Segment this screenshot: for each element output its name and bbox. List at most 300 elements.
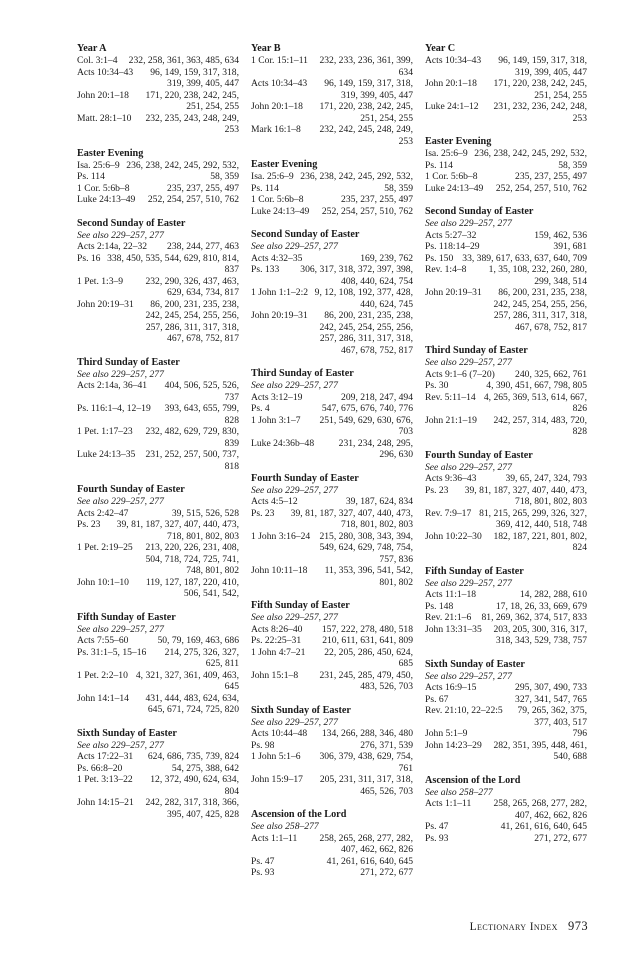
- hymn-numbers: 58, 359: [210, 171, 239, 182]
- see-also-note: See also 229–257, 277: [425, 357, 512, 368]
- hymn-numbers: 271, 272, 677: [534, 832, 587, 844]
- scripture-entry: [251, 438, 413, 461]
- scripture-entry: [77, 774, 239, 797]
- lectionary-section: [425, 135, 587, 194]
- hymn-numbers: 39, 81, 187, 327, 407, 440, 473, 718, 801, 802, 803: [464, 484, 587, 507]
- hymn-numbers: 86, 200, 231, 235, 238, 242, 245, 254, 255, 256, 257, 286, 311, 317, 318, 467, 678, 752, 817: [145, 298, 239, 344]
- column-year-b: [251, 42, 413, 890]
- scripture-reference: 1 John 1:1–2:2: [251, 287, 309, 298]
- lectionary-page: [77, 42, 597, 922]
- scripture-entry: [425, 101, 587, 124]
- hymn-numbers: 41, 261, 616, 640, 645: [326, 855, 413, 867]
- scripture-entry: [251, 55, 413, 78]
- lectionary-section: [251, 599, 413, 693]
- scripture-reference: Rev. 7:9–17: [425, 507, 472, 519]
- scripture-reference: Ps. 23: [77, 519, 101, 530]
- see-also-note: See also 229–257, 277: [77, 496, 164, 507]
- lectionary-section: [425, 774, 587, 845]
- scripture-reference: Ps. 22:25–31: [251, 635, 302, 646]
- lectionary-section: [77, 356, 239, 473]
- hymn-numbers: 258, 265, 268, 277, 282, 407, 462, 662, 826: [319, 832, 413, 855]
- scripture-entry: [251, 728, 413, 740]
- hymn-numbers: 4, 321, 327, 361, 409, 463, 645: [135, 669, 239, 692]
- hymn-numbers: 242, 282, 317, 318, 366, 395, 407, 425, 828: [145, 797, 239, 820]
- scripture-reference: Acts 9:1–6 (7–20): [425, 368, 495, 380]
- hymn-numbers: 547, 675, 676, 740, 776: [321, 403, 413, 414]
- scripture-reference: Ps. 150: [425, 252, 454, 264]
- scripture-entry: [425, 380, 587, 392]
- scripture-entry: [425, 682, 587, 694]
- scripture-reference: Rev. 21:1–6: [425, 612, 472, 623]
- hymn-numbers: 210, 611, 631, 641, 809: [322, 635, 413, 646]
- scripture-reference: Acts 1:1–11: [425, 798, 472, 809]
- scripture-reference: Acts 2:14a, 22–32: [77, 241, 148, 252]
- scripture-entry: [77, 403, 239, 426]
- scripture-entry: [251, 531, 413, 566]
- running-footer-title: Lectionary Index: [469, 921, 558, 933]
- hymn-numbers: 12, 372, 490, 624, 634, 804: [150, 774, 239, 797]
- scripture-reference: Isa. 25:6–9: [425, 148, 468, 159]
- hymn-numbers: 235, 237, 255, 497: [515, 171, 587, 182]
- hymn-numbers: 213, 220, 226, 231, 408, 504, 718, 724, 725, 741, 748, 801, 802: [145, 542, 239, 576]
- hymn-numbers: 236, 238, 242, 245, 292, 532,: [474, 148, 587, 159]
- scripture-entry: [425, 728, 587, 740]
- scripture-entry: [425, 740, 587, 763]
- hymn-numbers: 4, 265, 369, 513, 614, 667, 826: [483, 391, 587, 414]
- hymn-numbers: 276, 371, 539: [360, 739, 413, 751]
- hymn-numbers: 232, 242, 245, 248, 249, 253: [319, 124, 413, 147]
- lectionary-section: [251, 704, 413, 798]
- hymn-numbers: 209, 218, 247, 494: [341, 391, 413, 403]
- hymn-numbers: 624, 686, 735, 739, 824: [147, 751, 239, 762]
- hymn-numbers: 159, 462, 536: [534, 229, 587, 241]
- section-heading: Second Sunday of Easter: [77, 217, 186, 229]
- scripture-entry: [77, 508, 239, 520]
- scripture-reference: Acts 4:32–35: [251, 252, 303, 264]
- hymn-numbers: 79, 265, 362, 375, 377, 403, 517: [517, 705, 587, 728]
- see-also-note: See also 258–277: [251, 821, 319, 832]
- hymn-numbers: 96, 149, 159, 317, 318, 319, 399, 405, 447: [498, 55, 587, 78]
- hymn-numbers: 232, 290, 326, 437, 463, 629, 634, 734, 817: [145, 275, 239, 298]
- hymn-numbers: 86, 200, 231, 235, 238, 242, 245, 254, 255, 256, 257, 286, 311, 317, 318, 467, 678, 752, 817: [319, 310, 413, 356]
- scripture-reference: 1 Cor. 5:6b–8: [425, 171, 478, 182]
- scripture-reference: Isa. 25:6–9: [77, 159, 120, 171]
- scripture-reference: Acts 3:12–19: [251, 391, 303, 403]
- scripture-entry: [425, 264, 587, 287]
- column-year-a: [77, 42, 239, 831]
- hymn-numbers: 393, 643, 655, 799, 828: [164, 403, 239, 426]
- lectionary-section: [77, 611, 239, 716]
- scripture-reference: John 20:19–31: [425, 287, 482, 298]
- hymn-numbers: 205, 231, 311, 317, 318, 465, 526, 703: [319, 774, 413, 797]
- scripture-entry: [251, 867, 413, 879]
- scripture-reference: Ps. 114: [77, 171, 105, 182]
- scripture-reference: Acts 2:14a, 36–41: [77, 380, 148, 391]
- section-heading: Sixth Sunday of Easter: [251, 704, 351, 716]
- hymn-numbers: 171, 220, 238, 242, 245, 251, 254, 255: [319, 101, 413, 124]
- scripture-reference: Ps. 4: [251, 403, 270, 414]
- hymn-numbers: 11, 353, 396, 541, 542, 801, 802: [324, 565, 413, 588]
- hymn-numbers: 58, 359: [558, 159, 587, 171]
- lectionary-section: [77, 217, 239, 345]
- scripture-entry: [425, 624, 587, 647]
- lectionary-section: [251, 367, 413, 461]
- scripture-entry: [77, 276, 239, 299]
- scripture-entry: [425, 705, 587, 728]
- scripture-reference: Ps. 116:1–4, 12–19: [77, 403, 151, 414]
- hymn-numbers: 232, 482, 629, 729, 830, 839: [145, 426, 239, 449]
- scripture-entry: [77, 670, 239, 693]
- section-heading: Easter Evening: [425, 136, 492, 147]
- hymn-numbers: 236, 238, 242, 245, 292, 532,: [300, 171, 413, 182]
- scripture-reference: John 20:1–18: [77, 89, 129, 101]
- scripture-entry: [251, 774, 413, 797]
- section-heading: Easter Evening: [251, 159, 318, 170]
- section-heading: Ascension of the Lord: [425, 774, 521, 786]
- scripture-reference: 1 Cor. 5:6b–8: [251, 194, 304, 205]
- scripture-reference: Luke 24:36b–48: [251, 437, 315, 449]
- scripture-reference: Ps. 47: [251, 855, 275, 867]
- section-heading: Second Sunday of Easter: [425, 206, 534, 217]
- hymn-numbers: 9, 12, 108, 192, 377, 428, 440, 624, 745: [314, 287, 413, 310]
- hymn-numbers: 236, 238, 242, 245, 292, 532,: [126, 159, 239, 171]
- hymn-numbers: 258, 265, 268, 277, 282, 407, 462, 662, 826: [493, 798, 587, 821]
- see-also-note: See also 229–257, 277: [251, 716, 338, 728]
- scripture-reference: Ps. 66:8–20: [77, 762, 123, 774]
- hymn-numbers: 232, 233, 236, 361, 399, 634: [319, 55, 413, 78]
- see-also-note: See also 229–257, 277: [425, 461, 512, 473]
- see-also-note: See also 229–257, 277: [251, 484, 338, 496]
- scripture-reference: Luke 24:13–49: [77, 194, 136, 205]
- scripture-entry: [425, 473, 587, 485]
- section-heading: Year B: [251, 43, 281, 54]
- see-also-note: See also 229–257, 277: [77, 229, 164, 241]
- hymn-numbers: 235, 237, 255, 497: [341, 194, 413, 205]
- scripture-entry: [251, 206, 413, 218]
- hymn-numbers: 251, 549, 629, 630, 676, 703: [319, 414, 413, 437]
- scripture-entry: [77, 751, 239, 763]
- scripture-reference: Ps. 67: [425, 693, 449, 705]
- hymn-numbers: 238, 244, 277, 463: [167, 241, 239, 252]
- scripture-entry: [425, 148, 587, 160]
- scripture-entry: [77, 253, 239, 276]
- lectionary-section: [77, 147, 239, 206]
- scripture-entry: [251, 101, 413, 124]
- section-heading: Sixth Sunday of Easter: [425, 658, 525, 670]
- scripture-reference: Acts 8:26–40: [251, 623, 303, 635]
- hymn-numbers: 231, 232, 236, 242, 248, 253: [493, 101, 587, 124]
- scripture-reference: Acts 1:1–11: [251, 832, 298, 844]
- hymn-numbers: 14, 282, 288, 610: [519, 589, 587, 600]
- hymn-numbers: 203, 205, 300, 316, 317, 318, 343, 529, 738, 757: [493, 623, 587, 646]
- hymn-numbers: 50, 79, 169, 463, 686: [157, 635, 239, 646]
- scripture-entry: [77, 160, 239, 172]
- scripture-entry: [425, 369, 587, 381]
- scripture-entry: [425, 833, 587, 845]
- scripture-entry: [77, 183, 239, 195]
- hymn-numbers: 232, 235, 243, 248, 249, 253: [145, 112, 239, 135]
- scripture-entry: [425, 531, 587, 554]
- scripture-entry: [251, 310, 413, 356]
- lectionary-section: [77, 727, 239, 821]
- hymn-numbers: 215, 280, 308, 343, 394, 549, 624, 629, 748, 754, 757, 836: [319, 530, 413, 565]
- lectionary-section: [425, 205, 587, 333]
- scripture-entry: [425, 589, 587, 601]
- hymn-numbers: 33, 389, 617, 633, 637, 640, 709: [462, 252, 587, 264]
- hymn-numbers: 134, 266, 288, 346, 480: [321, 728, 413, 739]
- scripture-reference: Ps. 98: [251, 739, 275, 751]
- scripture-reference: Ps. 133: [251, 264, 280, 275]
- section-heading: Fifth Sunday of Easter: [425, 565, 524, 577]
- scripture-entry: [77, 542, 239, 577]
- see-also-note: See also 258–277: [425, 786, 493, 798]
- hymn-numbers: 157, 222, 278, 480, 518: [321, 623, 413, 635]
- scripture-reference: Ps. 47: [425, 821, 449, 832]
- scripture-reference: Ps. 93: [251, 867, 275, 878]
- scripture-reference: Ps. 23: [425, 484, 449, 496]
- see-also-note: See also 229–257, 277: [77, 623, 164, 635]
- see-also-note: See also 229–257, 277: [77, 739, 164, 751]
- lectionary-section: [425, 344, 587, 438]
- scripture-reference: Ps. 114: [425, 159, 453, 171]
- scripture-entry: [77, 299, 239, 345]
- section-heading: Third Sunday of Easter: [77, 356, 180, 368]
- hymn-numbers: 96, 149, 159, 317, 318, 319, 399, 405, 447: [150, 66, 239, 89]
- scripture-entry: [251, 194, 413, 206]
- scripture-entry: [251, 124, 413, 147]
- scripture-reference: Luke 24:13–49: [251, 205, 310, 217]
- scripture-entry: [77, 693, 239, 716]
- scripture-reference: Acts 9:36–43: [425, 473, 477, 484]
- hymn-numbers: 231, 245, 285, 479, 450, 483, 526, 703: [319, 669, 413, 692]
- scripture-entry: [251, 635, 413, 647]
- scripture-entry: [425, 612, 587, 624]
- hymn-numbers: 796: [572, 728, 587, 739]
- lectionary-section: [77, 483, 239, 600]
- scripture-entry: [251, 264, 413, 287]
- scripture-reference: John 13:31–35: [425, 623, 482, 635]
- scripture-entry: [251, 670, 413, 693]
- see-also-note: See also 229–257, 277: [425, 670, 512, 682]
- scripture-reference: 1 Cor. 15:1–11: [251, 55, 308, 66]
- scripture-reference: John 20:1–18: [425, 78, 477, 89]
- see-also-note: See also 229–257, 277: [251, 241, 338, 252]
- scripture-entry: [425, 508, 587, 531]
- hymn-numbers: 58, 359: [384, 182, 413, 194]
- scripture-entry: [251, 565, 413, 588]
- scripture-reference: John 10:1–10: [77, 576, 129, 588]
- scripture-entry: [425, 821, 587, 833]
- hymn-numbers: 54, 275, 388, 642: [171, 762, 239, 774]
- scripture-entry: [77, 577, 239, 600]
- scripture-entry: [251, 647, 413, 670]
- scripture-entry: [251, 508, 413, 531]
- hymn-numbers: 4, 390, 451, 667, 798, 805: [486, 380, 587, 391]
- lectionary-section: [251, 808, 413, 879]
- hymn-numbers: 182, 187, 221, 801, 802, 824: [493, 530, 587, 553]
- see-also-note: See also 229–257, 277: [425, 577, 512, 589]
- scripture-reference: Acts 17:22–31: [77, 751, 134, 762]
- scripture-reference: Luke 24:1–12: [425, 101, 479, 112]
- scripture-reference: John 5:1–9: [425, 728, 468, 739]
- scripture-reference: Acts 5:27–32: [425, 229, 477, 241]
- hymn-numbers: 338, 450, 535, 544, 629, 810, 814, 837: [107, 252, 239, 275]
- lectionary-section: [425, 42, 587, 124]
- hymn-numbers: 41, 261, 616, 640, 645: [500, 821, 587, 832]
- section-heading: Easter Evening: [77, 147, 144, 159]
- section-heading: Fifth Sunday of Easter: [77, 611, 176, 623]
- hymn-numbers: 81, 269, 362, 374, 517, 833: [481, 612, 587, 623]
- scripture-entry: [77, 519, 239, 542]
- lectionary-section: [77, 42, 239, 136]
- scripture-reference: 1 Cor. 5:6b–8: [77, 182, 130, 194]
- see-also-note: See also 229–257, 277: [251, 380, 338, 391]
- scripture-reference: Rev. 21:10, 22–22:5: [425, 705, 503, 716]
- scripture-entry: [425, 230, 587, 242]
- scripture-entry: [77, 426, 239, 449]
- hymn-numbers: 171, 220, 238, 242, 245, 251, 254, 255: [145, 89, 239, 112]
- hymn-numbers: 1, 35, 108, 232, 260, 280, 299, 348, 514: [488, 264, 587, 287]
- scripture-entry: [251, 751, 413, 774]
- scripture-entry: [425, 55, 587, 78]
- scripture-entry: [77, 67, 239, 90]
- scripture-reference: 1 Pet. 2:2–10: [77, 669, 128, 681]
- scripture-reference: Acts 10:34–43: [425, 55, 482, 66]
- scripture-reference: Acts 16:9–15: [425, 682, 477, 693]
- hymn-numbers: 39, 65, 247, 324, 793: [505, 473, 587, 484]
- section-heading: Fourth Sunday of Easter: [425, 449, 533, 461]
- scripture-entry: [425, 183, 587, 195]
- scripture-reference: Acts 11:1–18: [425, 589, 477, 600]
- scripture-reference: John 10:11–18: [251, 565, 308, 576]
- see-also-note: See also 229–257, 277: [77, 368, 164, 380]
- section-heading: Third Sunday of Easter: [425, 345, 528, 356]
- lectionary-section: [251, 472, 413, 589]
- scripture-reference: 1 Pet. 2:19–25: [77, 542, 133, 553]
- scripture-reference: John 10:22–30: [425, 530, 482, 542]
- section-heading: Year A: [77, 43, 107, 54]
- scripture-reference: Isa. 25:6–9: [251, 171, 294, 182]
- scripture-reference: John 14:1–14: [77, 692, 129, 704]
- scripture-entry: [425, 392, 587, 415]
- hymn-numbers: 39, 515, 526, 528: [171, 507, 239, 519]
- lectionary-section: [425, 565, 587, 647]
- scripture-reference: John 20:19–31: [77, 298, 134, 310]
- hymn-numbers: 39, 81, 187, 327, 407, 440, 473, 718, 801, 802, 803: [116, 519, 239, 542]
- section-heading: Year C: [425, 43, 456, 54]
- scripture-reference: Ps. 30: [425, 380, 449, 391]
- scripture-reference: John 15:1–8: [251, 669, 299, 681]
- scripture-reference: Col. 3:1–4: [77, 55, 118, 66]
- scripture-entry: [77, 113, 239, 136]
- scripture-reference: Rev. 1:4–8: [425, 264, 467, 275]
- scripture-entry: [425, 601, 587, 613]
- scripture-entry: [251, 78, 413, 101]
- scripture-reference: Ps. 118:14–29: [425, 241, 480, 252]
- hymn-numbers: 327, 341, 547, 765: [515, 693, 587, 705]
- scripture-reference: Ps. 31:1–5, 15–16: [77, 646, 147, 658]
- scripture-entry: [77, 90, 239, 113]
- hymn-numbers: 306, 317, 318, 372, 397, 398, 408, 440, 624, 754: [300, 264, 413, 287]
- scripture-reference: 1 Pet. 1:17–23: [77, 426, 133, 437]
- scripture-reference: Acts 10:44–48: [251, 728, 308, 739]
- page-footer: [470, 919, 588, 934]
- page-number: 973: [568, 919, 588, 933]
- scripture-entry: [425, 415, 587, 438]
- scripture-reference: Luke 24:13–35: [77, 449, 136, 460]
- scripture-entry: [425, 485, 587, 508]
- scripture-reference: Acts 10:34–43: [251, 78, 308, 89]
- hymn-numbers: 306, 379, 438, 629, 754, 761: [319, 751, 413, 774]
- scripture-entry: [77, 647, 239, 670]
- scripture-reference: John 14:15–21: [77, 797, 134, 808]
- scripture-reference: John 20:19–31: [251, 310, 308, 321]
- scripture-reference: Mark 16:1–8: [251, 124, 301, 135]
- scripture-reference: John 21:1–19: [425, 414, 477, 426]
- scripture-entry: [251, 496, 413, 508]
- scripture-entry: [77, 797, 239, 820]
- scripture-reference: 1 John 3:16–24: [251, 530, 311, 542]
- scripture-entry: [425, 798, 587, 821]
- column-year-c: [425, 42, 587, 855]
- scripture-entry: [251, 183, 413, 195]
- scripture-reference: John 15:9–17: [251, 774, 303, 785]
- hymn-numbers: 404, 506, 525, 526, 737: [164, 380, 239, 403]
- hymn-numbers: 231, 234, 248, 295, 296, 630: [338, 437, 413, 460]
- hymn-numbers: 252, 254, 257, 510, 762: [495, 182, 587, 194]
- scripture-entry: [251, 253, 413, 265]
- scripture-entry: [251, 624, 413, 636]
- scripture-reference: Ps. 16: [77, 252, 101, 264]
- scripture-reference: 1 John 4:7–21: [251, 646, 306, 658]
- scripture-reference: Luke 24:13–49: [425, 182, 484, 194]
- hymn-numbers: 252, 254, 257, 510, 762: [147, 194, 239, 205]
- scripture-reference: 1 John 5:1–6: [251, 751, 301, 762]
- lectionary-section: [251, 228, 413, 356]
- hymn-numbers: 169, 239, 762: [360, 252, 413, 264]
- scripture-reference: Ps. 93: [425, 832, 449, 844]
- section-heading: Ascension of the Lord: [251, 809, 347, 820]
- section-heading: Sixth Sunday of Easter: [77, 727, 177, 739]
- hymn-numbers: 119, 127, 187, 220, 410, 506, 541, 542,: [145, 576, 239, 599]
- scripture-entry: [77, 171, 239, 183]
- hymn-numbers: 39, 81, 187, 327, 407, 440, 473, 718, 801, 802, 803: [290, 507, 413, 530]
- lectionary-section: [425, 449, 587, 554]
- lectionary-section: [251, 158, 413, 217]
- section-heading: Second Sunday of Easter: [251, 229, 360, 240]
- section-heading: Fifth Sunday of Easter: [251, 600, 350, 611]
- see-also-note: See also 229–257, 277: [425, 218, 512, 229]
- scripture-entry: [77, 635, 239, 647]
- section-heading: Third Sunday of Easter: [251, 368, 354, 379]
- hymn-numbers: 214, 275, 326, 327, 625, 811: [164, 646, 239, 669]
- scripture-reference: Ps. 148: [425, 600, 454, 612]
- scripture-entry: [425, 253, 587, 265]
- hymn-numbers: 240, 325, 662, 761: [515, 368, 587, 380]
- hymn-numbers: 96, 149, 159, 317, 318, 319, 399, 405, 447: [324, 78, 413, 101]
- hymn-numbers: 39, 187, 624, 834: [345, 496, 413, 507]
- hymn-numbers: 282, 351, 395, 448, 461, 540, 688: [493, 739, 587, 762]
- scripture-reference: Ps. 23: [251, 507, 275, 519]
- hymn-numbers: 171, 220, 238, 242, 245, 251, 254, 255: [493, 78, 587, 101]
- scripture-entry: [251, 740, 413, 752]
- hymn-numbers: 431, 444, 483, 624, 634, 645, 671, 724, 725, 820: [145, 692, 239, 715]
- scripture-entry: [251, 171, 413, 183]
- lectionary-section: [425, 658, 587, 763]
- see-also-note: See also 229–257, 277: [251, 612, 338, 623]
- scripture-entry: [425, 694, 587, 706]
- hymn-numbers: 22, 205, 286, 450, 624, 685: [324, 646, 413, 669]
